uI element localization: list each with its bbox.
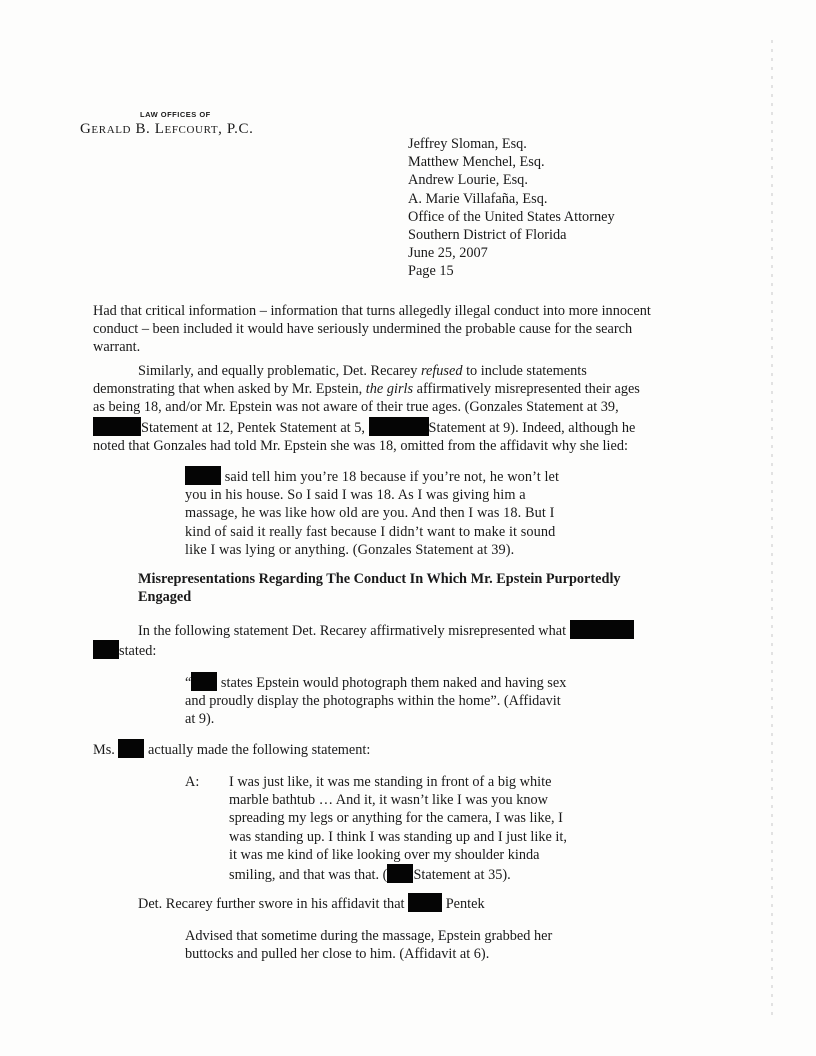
paragraph-5	[138, 893, 485, 913]
text-line: Had that critical information – information that turns allegedly illegal conduct into more innocent	[93, 303, 651, 319]
quote-line	[185, 672, 566, 692]
paragraph-1	[93, 302, 651, 357]
redaction-box	[408, 893, 442, 912]
text-run: to include statements	[462, 363, 587, 379]
quote-line	[229, 864, 605, 884]
addressee-line: Jeffrey Sloman, Esq.	[408, 136, 527, 152]
text-run: said tell him you’re 18 because if you’re not, he won’t let	[224, 469, 560, 485]
text-run: “	[185, 675, 192, 691]
text-line	[93, 620, 634, 640]
text-line	[93, 362, 640, 380]
quote-line	[185, 466, 559, 486]
redaction-box	[118, 739, 144, 758]
quote-line: I was just like, it was me standing in front of a big white	[229, 774, 552, 790]
paragraph-4	[93, 739, 370, 759]
addressee-block	[408, 135, 615, 281]
redaction-box	[93, 417, 141, 436]
scan-edge-artifact	[771, 40, 773, 1020]
answer-text	[229, 773, 605, 884]
paragraph-3	[93, 620, 634, 660]
text-run: In the following statement Det. Recarey affirmatively misrepresented what	[138, 623, 567, 639]
text-run: Statement at 35).	[413, 867, 511, 884]
quote-line: at 9).	[185, 711, 215, 728]
quote-line: Advised that sometime during the massage, Epstein grabbed her	[185, 928, 553, 944]
redaction-box	[191, 672, 217, 691]
text-line: conduct – been included it would have seriously undermined the probable cause for the search	[93, 321, 633, 338]
redaction-box	[387, 864, 413, 883]
heading-line: Engaged	[138, 589, 192, 606]
block-quote-2	[185, 672, 566, 729]
block-quote-1	[185, 466, 559, 559]
text-run: demonstrating that when asked by Mr. Epstein,	[93, 381, 366, 398]
quote-line: you in his house. So I said I was 18. As I was giving him a	[185, 487, 526, 504]
addressee-line: Matthew Menchel, Esq.	[408, 154, 545, 171]
quote-line: marble bathtub … And it, it wasn’t like I was you know	[229, 792, 548, 809]
paragraph-2	[93, 362, 640, 455]
quote-line: spreading my legs or anything for the camera, I was like, I	[229, 810, 563, 827]
text-line: warrant.	[93, 339, 141, 356]
answer-label: A:	[185, 774, 200, 790]
redaction-box	[185, 466, 221, 485]
heading-line: Misrepresentations Regarding The Conduct In Which Mr. Epstein Purportedly	[138, 571, 621, 587]
redaction-box	[369, 417, 429, 436]
firm-name: Gerald B. Lefcourt, P.C.	[80, 121, 254, 137]
quote-line: kind of said it really fast because I didn’t want to make it sound	[185, 523, 556, 540]
addressee-line: Andrew Lourie, Esq.	[408, 172, 528, 189]
text-run: states Epstein would photograph them naked and having sex	[217, 675, 567, 691]
addressee-line: Office of the United States Attorney	[408, 208, 615, 225]
text-run: affirmatively misrepresented their ages	[413, 381, 640, 398]
addressee-line: Southern District of Florida	[408, 227, 567, 244]
quote-line: massage, he was like how old are you. And then I was 18. But I	[185, 505, 555, 522]
section-heading	[138, 570, 621, 606]
quote-line: and proudly display the photographs within the home”. (Affidavit	[185, 693, 561, 710]
text-run: Similarly, and equally problematic, Det. Recarey	[138, 363, 421, 379]
text-run: actually made the following statement:	[148, 742, 371, 758]
text-run: Statement at 9). Indeed, although he	[428, 419, 636, 436]
block-quote-3	[185, 773, 605, 884]
redaction-box	[570, 620, 634, 639]
text-run: smiling, and that was that. (	[229, 867, 388, 884]
addressee-line: A. Marie Villafaña, Esq.	[408, 190, 548, 207]
text-run: Statement at 12, Pentek Statement at 5,	[141, 419, 365, 436]
quote-line: like I was lying or anything. (Gonzales Statement at 39).	[185, 541, 515, 558]
law-offices-label: LAW OFFICES OF	[140, 110, 211, 119]
page-number: Page 15	[408, 263, 454, 280]
text-run: Ms.	[93, 742, 115, 758]
block-quote-4	[185, 927, 552, 963]
text-run: stated:	[119, 643, 157, 660]
quote-line: it was me kind of like looking over my shoulder kinda	[229, 846, 540, 863]
quote-line: buttocks and pulled her close to him. (Affidavit at 6).	[185, 946, 490, 963]
text-run: Det. Recarey further swore in his affidavit that	[138, 896, 405, 912]
text-line: noted that Gonzales had told Mr. Epstein she was 18, omitted from the affidavit why she lied:	[93, 437, 628, 454]
letter-date: June 25, 2007	[408, 245, 488, 262]
text-line	[93, 380, 640, 398]
text-line	[93, 640, 634, 660]
text-run: Pentek	[445, 896, 485, 912]
emphasis-text: refused	[420, 363, 463, 379]
text-line: as being 18, and/or Mr. Epstein was not aware of their true ages. (Gonzales Statement at 39,	[93, 399, 619, 416]
quote-line: was standing up. I think I was standing up and I just like it,	[229, 828, 567, 845]
text-line	[93, 417, 640, 437]
redaction-box	[93, 640, 119, 659]
emphasis-text: the girls	[365, 381, 414, 398]
